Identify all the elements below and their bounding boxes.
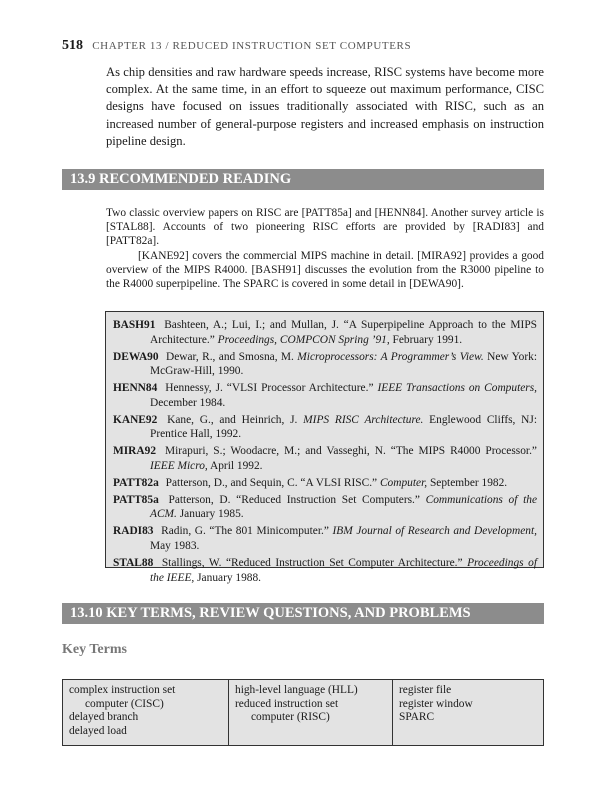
reference-tag: STAL88 [113,557,154,570]
reference-text: September 1982. [427,476,508,489]
reference-tag: RADI83 [113,525,154,538]
reference-text: Dewar, R., and Smosna, M. [165,350,298,363]
key-term: SPARC [399,711,435,724]
reference-text: January 1985. [176,508,244,521]
key-term: complex instruction set [69,684,176,696]
reference-box [105,311,544,584]
reference-text: Kane, G., and Heinrich, J. [167,413,304,426]
reference-text: Bashteen, A.; Lui, I.; and Mullan, J. “A Superpipeline Approach to the MIPS Architecture.” [150,319,537,346]
reference-text: Hennessy, J. “VLSI Processor Architecture.” [165,382,378,395]
intro-paragraph: As chip densities and raw hardware speeds increase, RISC systems have become more complex. At the same time, in an effort to squeeze out maximum performance, CISC designs have focused on issues traditionally associated with RISC, such as an increased number of general-purpose registers and increased emphasis on instruction pipeline design. [106,65,544,148]
reference-entry [113,318,537,347]
reference-entry [113,556,537,585]
reference-source: IEEE Transactions on Computers, [377,382,537,395]
reference-entry [113,493,537,522]
reference-source: Microprocessors: A Programmer’s View. [297,350,484,363]
reference-tag: PATT82a [113,476,159,489]
reference-text: April 1992. [207,459,263,472]
page-number: 518 [62,38,83,53]
reference-text: Patterson, D., and Sequin, C. “A VLSI RISC.” [165,476,380,489]
reference-tag: PATT85a [113,493,159,506]
reading-paragraph: Two classic overview papers on RISC are [PATT85a] and [HENN84]. Another survey article is [STAL88]. Accounts of two pioneering RISC efforts are provided by [RADI83] and [PATT82a]. [106,207,544,248]
key-terms-column [392,680,543,745]
running-head [62,37,411,54]
reference-text: Mirapuri, S.; Woodacre, M.; and Vasseghi, N. “The MIPS R4000 Processor.” [165,445,537,458]
reference-entry [113,350,537,379]
reference-text: Patterson, D. “Reduced Instruction Set Computers.” [168,493,426,506]
reference-entry [113,381,537,410]
reference-text: New York: McGraw-Hill, 1990. [150,350,537,378]
reference-tag: KANE92 [113,413,158,426]
reference-source: MIPS RISC Architecture. [303,413,424,426]
key-term: high-level language (HLL) [235,684,358,696]
reference-text: Englewood Cliffs, NJ: Prentice Hall, 1992. [150,413,537,441]
chapter-title: CHAPTER 13 / REDUCED INSTRUCTION SET COMPUTERS [92,40,412,52]
reference-text: December 1984. [150,396,226,409]
key-term: reduced instruction set [235,697,339,710]
key-term: delayed branch [69,711,139,724]
key-terms-column [228,680,392,745]
reference-entry [113,476,537,491]
key-terms-subheading: Key Terms [62,642,127,657]
reference-source: Proceedings of the IEEE, [150,557,537,584]
reading-paragraph: [KANE92] covers the commercial MIPS machine in detail. [MIRA92] provides a good overview of the MIPS R4000. [BASH91] discusses the evolution from the R3000 pipeline to the R4000 superpipeline. The SPARC is covered in some detail in [DEWA90]. [106,249,544,291]
reference-text: Stallings, W. “Reduced Instruction Set Computer Architecture.” [161,557,468,570]
reference-text: May 1983. [150,540,200,553]
reference-entry [113,444,537,473]
reference-tag: HENN84 [113,382,158,395]
reference-text: February 1991. [389,333,463,346]
key-terms-box [62,679,544,746]
reference-tag: BASH91 [113,319,156,331]
section-heading-keyterms: 13.10 KEY TERMS, REVIEW QUESTIONS, AND PROBLEMS [62,603,544,624]
section-heading-reading: 13.9 RECOMMENDED READING [62,169,544,190]
reference-source: IBM Journal of Research and Development, [332,525,537,538]
reference-tag: MIRA92 [113,445,157,458]
reference-source: Proceedings, COMPCON Spring ’91, [217,333,390,346]
reference-source: Computer, [379,476,428,489]
reference-text: Radin, G. “The 801 Minicomputer.” [161,525,333,538]
key-term: computer (RISC) [251,711,330,724]
reference-source: IEEE Micro, [150,459,208,472]
key-term: register window [399,697,473,710]
key-terms-column [63,680,228,745]
reference-entry [113,413,537,442]
key-term: computer (CISC) [85,697,164,710]
reference-text: January 1988. [194,571,262,584]
reference-entry [113,524,537,553]
reference-tag: DEWA90 [113,350,159,363]
reading-text [106,206,544,291]
reference-source: Communications of the ACM. [150,493,537,521]
key-term: delayed load [69,724,127,737]
key-term: register file [399,684,452,696]
